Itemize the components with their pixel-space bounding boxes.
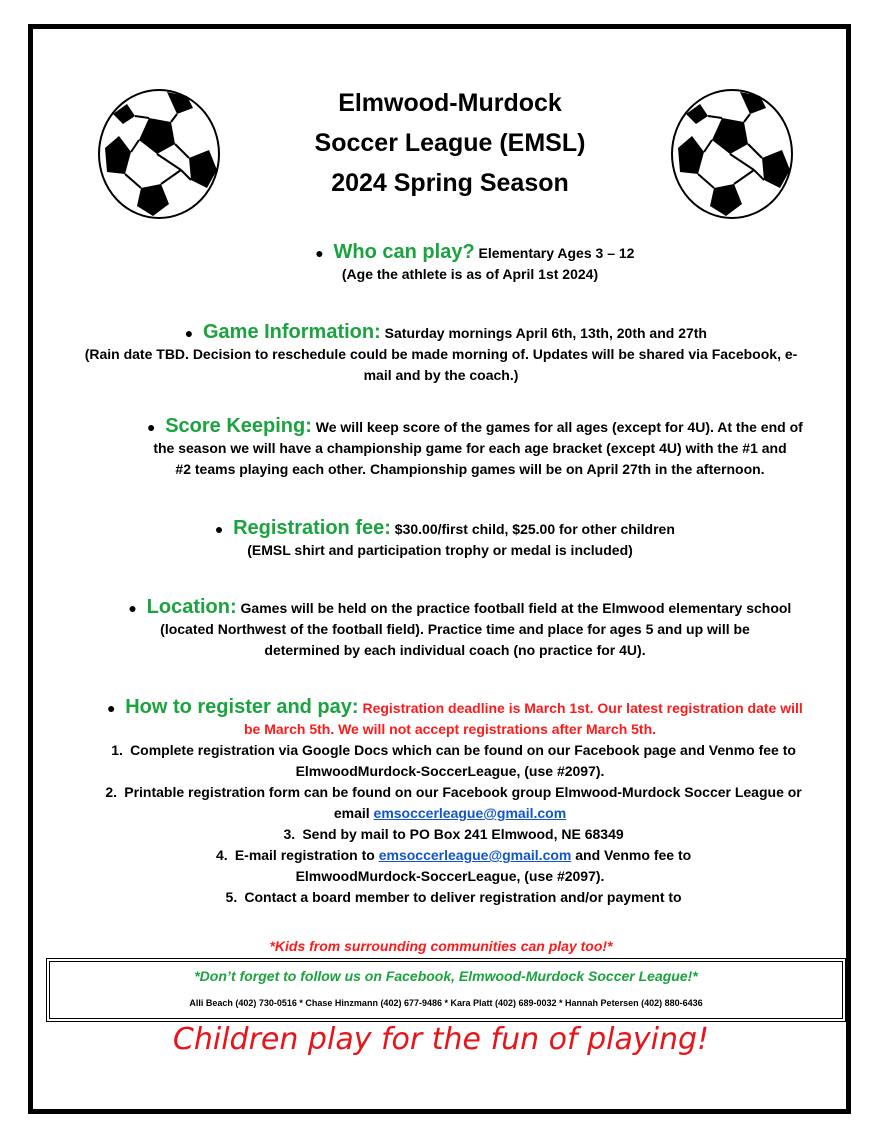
step-2-text: Printable registration form can be found on our Facebook group Elmwood-Murdock Soccer League or	[124, 784, 802, 800]
kids-note	[0, 936, 882, 957]
register-heading: How to register and pay:	[125, 696, 359, 718]
game-sub-2: mail and by the coach.)	[363, 367, 519, 383]
who-text: Elementary Ages 3 – 12	[478, 245, 635, 261]
step-3-number: 3.	[283, 826, 296, 842]
contacts-line: Alli Beach (402) 730-0516 * Chase Hinzmann (402) 677-9486 * Kara Platt (402) 689-0032 * Hannah Petersen (402) 880-6436	[189, 998, 703, 1008]
bullet-icon: ●	[106, 700, 116, 716]
bullet-icon: ●	[315, 245, 324, 261]
soccer-ball-left-icon	[97, 88, 221, 220]
who-heading: Who can play?	[333, 241, 475, 263]
register-section	[50, 697, 850, 908]
game-info-section	[40, 322, 842, 386]
who-sub: (Age the athlete is as of April 1st 2024)	[341, 266, 599, 282]
step-4-number: 4.	[215, 847, 228, 863]
step-4-suffix: and Venmo fee to	[575, 847, 692, 863]
score-keeping-section	[100, 416, 840, 480]
score-text-1: We will keep score of the games for all ages (except for 4U). At the end of	[315, 419, 803, 435]
step-4-text-cont: ElmwoodMurdock-SoccerLeague, (use #2097).	[295, 868, 605, 884]
title-line-3: 2024 Spring Season	[331, 169, 569, 197]
fee-heading: Registration fee:	[233, 517, 391, 539]
bullet-icon: ●	[184, 325, 194, 341]
location-section	[70, 597, 840, 661]
kids-note-text: *Kids from surrounding communities can play too!*	[269, 938, 613, 954]
register-deadline-2: be March 5th. We will not accept registrations after March 5th.	[243, 721, 657, 737]
title-line-2: Soccer League (EMSL)	[314, 129, 586, 157]
step-5-number: 5.	[225, 889, 238, 905]
who-can-play-section	[250, 242, 690, 285]
step-1-text: Complete registration via Google Docs which can be found on our Facebook page and Venmo fee to	[130, 742, 796, 758]
fee-text: $30.00/first child, $25.00 for other children	[394, 521, 675, 537]
registration-fee-section	[160, 518, 720, 561]
soccer-ball-right-icon	[670, 88, 794, 220]
bullet-icon: ●	[128, 600, 137, 616]
step-3-text: Send by mail to PO Box 241 Elmwood, NE 68349	[302, 826, 624, 842]
title-line-1: Elmwood-Murdock	[338, 89, 562, 117]
page-title	[250, 83, 650, 203]
fee-sub: (EMSL shirt and participation trophy or medal is included)	[247, 542, 633, 558]
game-heading: Game Information:	[202, 321, 381, 343]
location-text-3: determined by each individual coach (no practice for 4U).	[264, 642, 646, 658]
bullet-icon: ●	[146, 419, 156, 435]
bullet-icon: ●	[214, 521, 224, 537]
score-text-3: #2 teams playing each other. Championship games will be on April 27th in the afternoon.	[175, 461, 765, 477]
location-text-2: (located Northwest of the football field). Practice time and place for ages 5 and up will be	[160, 621, 750, 637]
step-2-email-prefix: email	[333, 805, 370, 821]
location-text-1: Games will be held on the practice football field at the Elmwood elementary school	[240, 600, 792, 616]
step-1-number: 1.	[111, 742, 123, 758]
step-5-text: Contact a board member to deliver registration and/or payment to	[244, 889, 682, 905]
register-deadline-1: Registration deadline is March 1st. Our latest registration date will	[362, 700, 803, 716]
step-4-prefix: E-mail registration to	[234, 847, 375, 863]
facebook-note: *Don’t forget to follow us on Facebook, Elmwood-Murdock Soccer League!*	[194, 968, 698, 984]
game-text: Saturday mornings April 6th, 13th, 20th and 27th	[384, 325, 707, 341]
score-heading: Score Keeping:	[165, 415, 312, 437]
email-link[interactable]: emsoccerleague@gmail.com	[378, 847, 572, 863]
step-1-text-cont: ElmwoodMurdock-SoccerLeague, (use #2097).	[295, 763, 605, 779]
game-sub-1: (Rain date TBD. Decision to reschedule could be made morning of. Updates will be shared via Facebook, e-	[84, 346, 798, 362]
location-heading: Location:	[146, 596, 237, 618]
email-link[interactable]: emsoccerleague@gmail.com	[373, 805, 567, 821]
facebook-box	[46, 958, 846, 1022]
score-text-2: the season we will have a championship game for each age bracket (except 4U) with the #1 and	[153, 440, 787, 456]
step-2-number: 2.	[105, 784, 118, 800]
slogan: Children play for the fun of playing!	[172, 1022, 710, 1057]
